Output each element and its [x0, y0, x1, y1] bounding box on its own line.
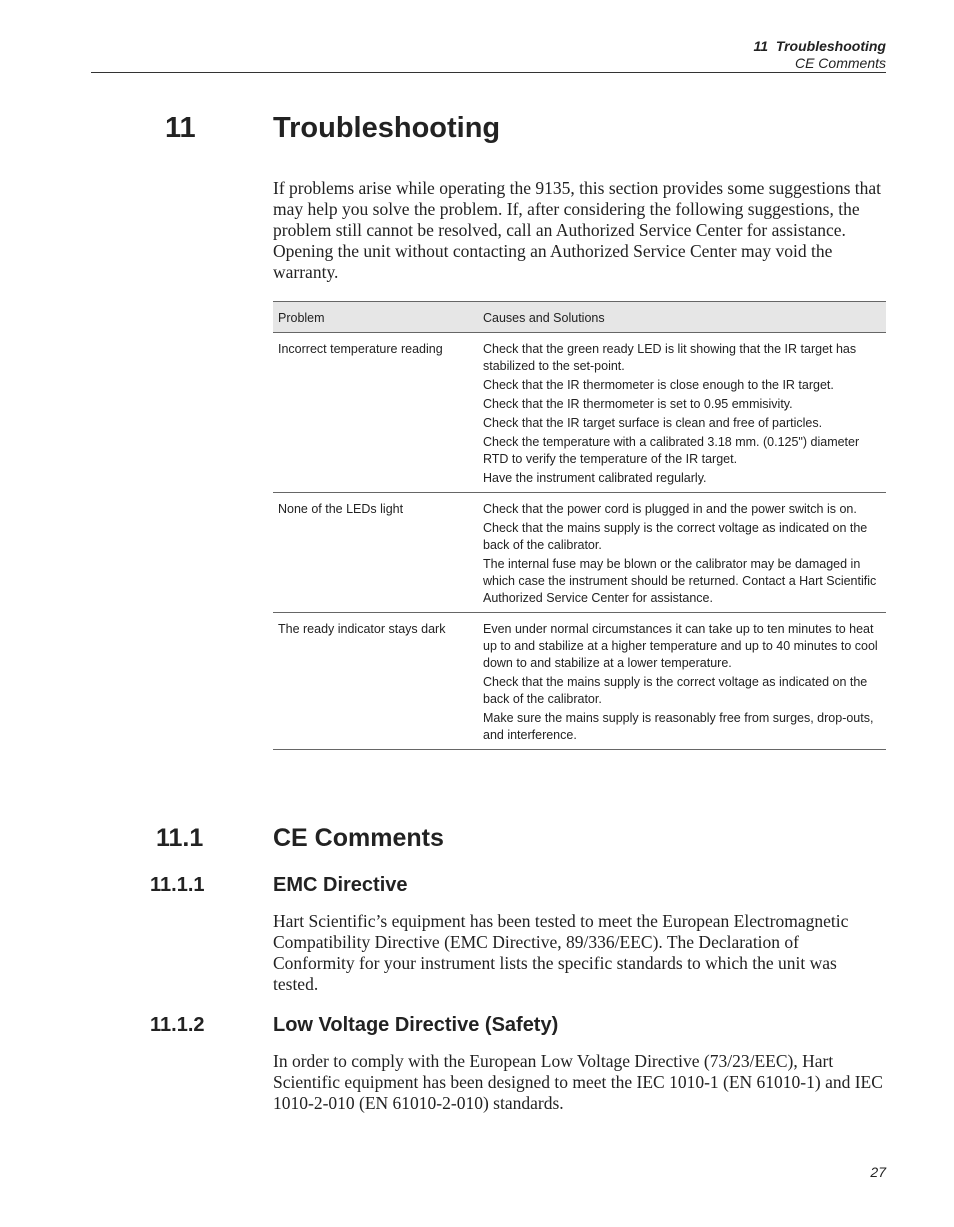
solution-item: Check that the power cord is plugged in and the power switch is on. [483, 502, 857, 516]
column-header-problem: Problem [273, 302, 478, 333]
solutions-cell [478, 613, 886, 750]
intro-paragraph: If problems arise while operating the 9135, this section provides some suggestions that may help you solve the problem. If, after considering the following suggestions, the problem still cannot be resolved, call an Authorized Service Center for assistance. Opening the unit without contacting an Authorized Service Center may void the warranty. [273, 178, 882, 282]
problem-cell: The ready indicator stays dark [273, 613, 478, 750]
solution-item: Check that the mains supply is the correct voltage as indicated on the back of the calibrator. [483, 521, 868, 552]
running-header-chapter: 11 Troubleshooting [753, 38, 886, 54]
chapter-number: 11 [165, 112, 196, 144]
running-header-section: CE Comments [794, 55, 886, 71]
page-number: 27 [870, 1164, 886, 1180]
emc-paragraph: Hart Scientific’s equipment has been tested to meet the European Electromagnetic Compatibility Directive (EMC Directive, 89/336/EEC). The Declaration of Conformity for your instrument lists the specific standards to which the unit was tested. [273, 911, 849, 994]
lvd-paragraph: In order to comply with the European Low Voltage Directive (73/23/EEC), Hart Scientific equipment has been designed to meet the IEC 1010-1 (EN 61010-1) and IEC 1010-2-010 (EN 61010-2-010) standards. [273, 1051, 883, 1113]
column-header-solutions: Causes and Solutions [478, 302, 886, 333]
table-row [273, 613, 886, 750]
table-row [273, 333, 886, 493]
solution-item: Check the temperature with a calibrated 3.18 mm. (0.125") diameter RTD to verify the temperature of the IR target. [483, 435, 860, 466]
solution-item: Make sure the mains supply is reasonably free from surges, drop-outs, and interference. [483, 711, 874, 742]
troubleshooting-table [273, 301, 886, 750]
table-row [273, 493, 886, 613]
subsection-number-lvd: 11.1.2 [150, 1014, 205, 1036]
running-header [754, 38, 887, 72]
subsection-title-emc: EMC Directive [273, 874, 408, 896]
solution-item: The internal fuse may be blown or the calibrator may be damaged in which case the instrument should be returned. Contact a Hart Scientific Authorized Service Center for assistance. [483, 557, 877, 605]
solution-item: Check that the green ready LED is lit showing that the IR target has stabilized to the set-point. [483, 342, 857, 373]
solution-item: Check that the mains supply is the correct voltage as indicated on the back of the calibrator. [483, 675, 868, 706]
subsection-number-emc: 11.1.1 [150, 874, 205, 896]
solution-item: Check that the IR target surface is clean and free of particles. [483, 416, 823, 430]
solutions-cell [478, 493, 886, 613]
solution-item: Check that the IR thermometer is close enough to the IR target. [483, 378, 834, 392]
section-title: CE Comments [273, 824, 444, 852]
solution-item: Check that the IR thermometer is set to 0.95 emmisivity. [483, 397, 793, 411]
solution-item: Have the instrument calibrated regularly. [483, 471, 707, 485]
solution-item: Even under normal circumstances it can take up to ten minutes to heat up to and stabilize at a higher temperature and up to 40 minutes to cool down to and stabilize at a lower temperature. [483, 622, 878, 670]
problem-cell: None of the LEDs light [273, 493, 478, 613]
subsection-title-lvd: Low Voltage Directive (Safety) [273, 1014, 559, 1036]
solutions-cell [478, 333, 886, 493]
table-header-row [273, 302, 886, 333]
header-rule [91, 72, 886, 73]
section-number: 11.1 [156, 824, 204, 852]
problem-cell: Incorrect temperature reading [273, 333, 478, 493]
chapter-title: Troubleshooting [273, 112, 501, 144]
